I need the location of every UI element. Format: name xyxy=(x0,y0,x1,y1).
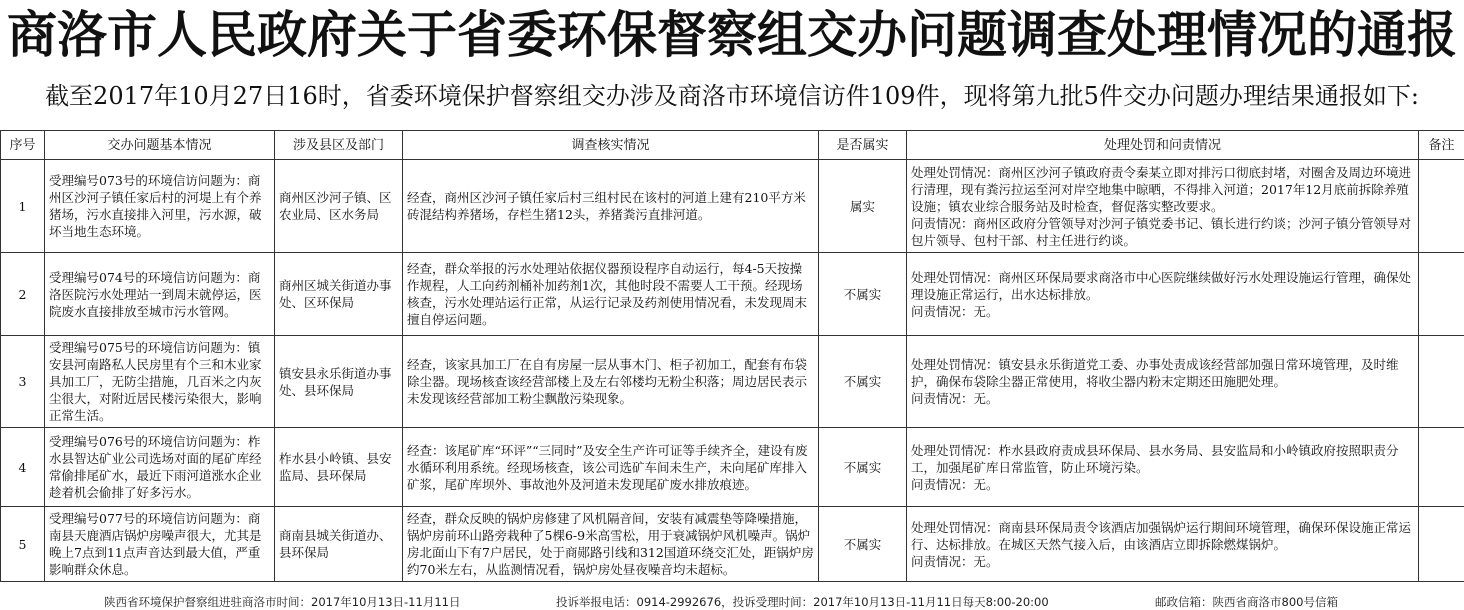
cell-note xyxy=(1419,253,1464,336)
cell-handling xyxy=(907,428,1419,507)
cell-investigation: 经查，群众反映的锅炉房修建了风机隔音间，安装有减震垫等降噪措施，锅炉房前环山路旁栽种了5棵6-9米高雪松，用于衰减锅炉风机噪声。锅炉房北面山下有7户居民，处于商郧路引线和312国道环绕交汇处，距锅炉房约70米左右，从监测情况看，锅炉房处昼夜噪音均未超标。 xyxy=(403,507,819,582)
header-dept: 涉及县区及部门 xyxy=(275,131,403,160)
contact-footer xyxy=(0,594,1464,610)
handling-accountability: 问责情况：无。 xyxy=(911,553,999,569)
header-verified: 是否属实 xyxy=(819,131,907,160)
footer-complaint-hotline: 投诉举报电话：0914-2992676，投诉受理时间：2017年10月13日-11月11日每天8:00-20:00 xyxy=(556,595,1049,609)
cell-note xyxy=(1419,336,1464,428)
footer-stationing-period: 陕西省环境保护督察组进驻商洛市时间：2017年10月13日-11月11日 xyxy=(104,595,461,609)
cell-issue: 受理编号074号的环境信访问题为：商洛医院污水处理站一到周末就停运，医院废水直接排放至城市污水管网。 xyxy=(45,253,275,336)
cell-verified: 属实 xyxy=(819,160,907,253)
cell-dept: 商州区沙河子镇、区农业局、区水务局 xyxy=(275,160,403,253)
cell-verified: 不属实 xyxy=(819,336,907,428)
header-note: 备注 xyxy=(1419,131,1464,160)
cell-handling xyxy=(907,507,1419,582)
cell-no: 4 xyxy=(1,428,45,507)
cell-investigation: 经查，商州区沙河子镇任家后村三组村民在该村的河道上建有210平方米砖混结构养猪场，存栏生猪12头，养猪粪污直排河道。 xyxy=(403,160,819,253)
cell-dept: 商州区城关街道办事处、区环保局 xyxy=(275,253,403,336)
cell-no: 5 xyxy=(1,507,45,582)
cell-issue: 受理编号073号的环境信访问题为：商州区沙河子镇任家后村的河堤上有个养猪场，污水直接排入河里，污水源，破坏当地生态环境。 xyxy=(45,160,275,253)
header-no: 序号 xyxy=(1,131,45,160)
handling-accountability: 问责情况：无。 xyxy=(911,476,999,492)
cell-verified: 不属实 xyxy=(819,428,907,507)
cell-investigation: 经查：该尾矿库“环评”“三同时”及安全生产许可证等手续齐全，建设有废水循环利用系统。经现场核查，该公司选矿车间未生产，未向尾矿库排入矿浆，尾矿库坝外、事故池外及河道未发现尾矿废水排放痕迹。 xyxy=(403,428,819,507)
header-issue: 交办问题基本情况 xyxy=(45,131,275,160)
header-investigation: 调查核实情况 xyxy=(403,131,819,160)
cell-note xyxy=(1419,428,1464,507)
table-row xyxy=(1,160,1464,253)
cell-investigation: 经查，该家具加工厂在自有房屋一层从事木门、柜子初加工，配套有布袋除尘器。现场核查该经营部楼上及左右邻楼均无粉尘积落；周边居民表示未发现该经营部加工粉尘飘散污染现象。 xyxy=(403,336,819,428)
cell-verified: 不属实 xyxy=(819,507,907,582)
handling-accountability: 问责情况：无。 xyxy=(911,303,999,319)
cell-handling xyxy=(907,253,1419,336)
table-row xyxy=(1,253,1464,336)
handling-penalty: 处理处罚情况：商南县环保局责令该酒店加强锅炉运行期间环境管理，确保环保设施正常运行、达标排放。在城区天然气接入后，由该酒店立即拆除燃煤锅炉。 xyxy=(911,519,1412,552)
handling-penalty: 处理处罚情况：商州区环保局要求商洛市中心医院继续做好污水处理设施运行管理，确保处理设施正常运行，出水达标排放。 xyxy=(911,269,1412,302)
cell-issue: 受理编号077号的环境信访问题为：商南县天鹿酒店锅炉房噪声很大，尤其是晚上7点到11点声音达到最大值，严重影响群众休息。 xyxy=(45,507,275,582)
cell-dept: 柞水县小岭镇、县安监局、县环保局 xyxy=(275,428,403,507)
page-title: 商洛市人民政府关于省委环保督察组交办问题调查处理情况的通报 xyxy=(7,6,1457,64)
cell-no: 1 xyxy=(1,160,45,253)
cell-issue: 受理编号076号的环境信访问题为：柞水县智达矿业公司选场对面的尾矿库经常偷排尾矿水，最近下雨河道涨水企业趁着机会偷排了好多污水。 xyxy=(45,428,275,507)
table-header-row xyxy=(1,131,1464,160)
table-row xyxy=(1,428,1464,507)
handling-accountability: 问责情况：商州区政府分管领导对沙河子镇党委书记、镇长进行约谈；沙河子镇分管领导对包片领导、包村干部、村主任进行约谈。 xyxy=(911,215,1412,248)
handling-penalty: 处理处罚情况：柞水县政府责成县环保局、县水务局、县安监局和小岭镇政府按照职责分工，加强尾矿库日常监管，防止环境污染。 xyxy=(911,442,1399,475)
cell-handling xyxy=(907,336,1419,428)
cell-dept: 商南县城关街道办、县环保局 xyxy=(275,507,403,582)
cell-dept: 镇安县永乐街道办事处、县环保局 xyxy=(275,336,403,428)
header-handling: 处理处罚和问责情况 xyxy=(907,131,1419,160)
footer-mailbox: 邮政信箱：陕西省商洛市800号信箱 xyxy=(1155,595,1338,609)
cell-note xyxy=(1419,160,1464,253)
cell-note xyxy=(1419,507,1464,582)
cell-verified: 不属实 xyxy=(819,253,907,336)
cell-no: 2 xyxy=(1,253,45,336)
cell-no: 3 xyxy=(1,336,45,428)
handling-penalty: 处理处罚情况：商州区沙河子镇政府责令秦某立即对排污口彻底封堵，对圈舍及周边环境进行清理，现有粪污拉运至河对岸空地集中晾晒，不得排入河道；2017年12月底前拆除养殖设施；镇农业综合服务站及时检查，督促落实整改要求。 xyxy=(911,164,1412,214)
cell-handling xyxy=(907,160,1419,253)
table-row xyxy=(1,507,1464,582)
page-subtitle: 截至2017年10月27日16时，省委环境保护督察组交办涉及商洛市环境信访件109件，现将第九批5件交办问题办理结果通报如下: xyxy=(45,82,1419,110)
handling-accountability: 问责情况：无。 xyxy=(911,391,999,406)
table-row xyxy=(1,336,1464,428)
report-table xyxy=(0,130,1464,582)
cell-investigation: 经查，群众举报的污水处理站依据仪器预设程序自动运行，每4-5天按操作规程，人工向药剂桶补加药剂1次，其他时段不需要人工干预。经现场核查，污水处理站运行正常，从运行记录及药剂使用情况看，未发现周末擅自停运问题。 xyxy=(403,253,819,336)
handling-penalty: 处理处罚情况：镇安县永乐街道党工委、办事处责成该经营部加强日常环境管理，及时维护，确保布袋除尘器正常使用，将收尘器内粉末定期还田施肥处理。 xyxy=(911,357,1399,389)
cell-issue: 受理编号075号的环境信访问题为：镇安县河南路私人民房里有个三和木业家具加工厂，无防尘措施，几百米之内灰尘很大，对附近居民楼污染很大，影响正常生活。 xyxy=(45,336,275,428)
